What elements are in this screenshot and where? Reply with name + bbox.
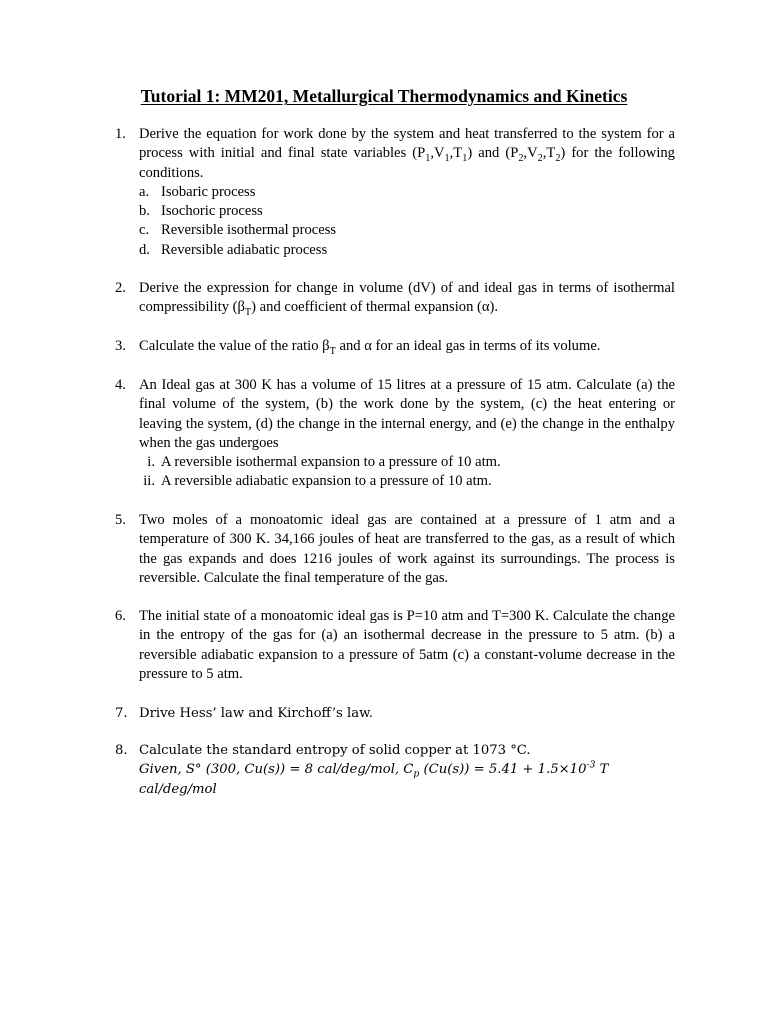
question-3 (115, 337, 675, 356)
question-text: Drive Hess’ law and Kirchoff’s law. (139, 706, 373, 721)
sub-item: d. Reversible adiabatic process (139, 241, 328, 258)
question-2 (115, 279, 675, 318)
question-6 (115, 607, 675, 684)
question-number: 1. (115, 126, 126, 142)
question-number: 7. (115, 706, 128, 721)
sub-item: b. Isochoric process (139, 203, 263, 220)
question-5 (115, 511, 675, 588)
question-8 (115, 741, 675, 799)
page-title: Tutorial 1: MM201, Metallurgical Thermodynamics and Kinetics (140, 86, 628, 106)
question-number: 5. (115, 512, 126, 528)
question-number: 2. (115, 280, 126, 296)
question-number: 4. (115, 377, 126, 393)
question-text: The initial state of a monoatomic ideal gas is P=10 atm and T=300 K. Calculate the change in the entropy of the gas for (a) an isothermal decrease in the pressure to 5 atm. (b) a reversible adiabatic expansion to a pressure of 5atm (c) a constant-volume decrease in the pressure to 5 atm. (139, 608, 675, 682)
sub-item: c. Reversible isothermal process (139, 222, 337, 239)
question-number: 8. (115, 743, 128, 758)
question-text: An Ideal gas at 300 K has a volume of 15 litres at a pressure of 15 atm. Calculate (a) the final volume of the system, (b) the work done by the system, (c) the heat entering or leaving the system, (d) the change in the internal energy, and (e) the change in the enthalpy when the gas undergoes (139, 377, 675, 451)
question-text: Calculate the standard entropy of solid copper at 1073 °C. (139, 743, 531, 758)
given-formula: Given, S° (300, Cu(s)) = 8 cal/deg/mol, $C_p$ $(Cu(s)) = 5.41 + 1.5\times 10^{-3}$ T cal/deg/mol (139, 759, 609, 797)
question-4 (115, 376, 675, 492)
question-number: 6. (115, 608, 126, 624)
question-text: Derive the equation for work done by the system and heat transferred to the system for a process with initial and final state variables $(P_1,V_1,T_1)$ and $(P_2,V_2,T_2)$ for the following conditions. (139, 126, 675, 181)
sub-item: ii. A reversible adiabatic expansion to a pressure of 10 atm. (143, 473, 492, 490)
sub-item: i. A reversible isothermal expansion to a pressure of 10 atm. (147, 454, 501, 471)
sub-item: a. Isobaric process (139, 183, 256, 200)
question-number: 3. (115, 338, 126, 354)
question-7 (115, 704, 675, 723)
question-1 (115, 125, 675, 260)
question-text: Two moles of a monoatomic ideal gas are contained at a pressure of 1 atm and a temperature of 300 K. 34,166 joules of heat are transferred to the gas, as a result of which the gas expands and does 1216 joules of work against its surroundings. The process is reversible. Calculate the final temperature of the gas. (139, 512, 675, 586)
question-text: Calculate the value of the ratio $\beta_T$ and α for an ideal gas in terms of its volume. (139, 338, 601, 357)
question-text: Derive the expression for change in volume (dV) of and ideal gas in terms of isothermal compressibility $(\beta_T)$ and coefficient of thermal expansion (α). (139, 280, 675, 319)
